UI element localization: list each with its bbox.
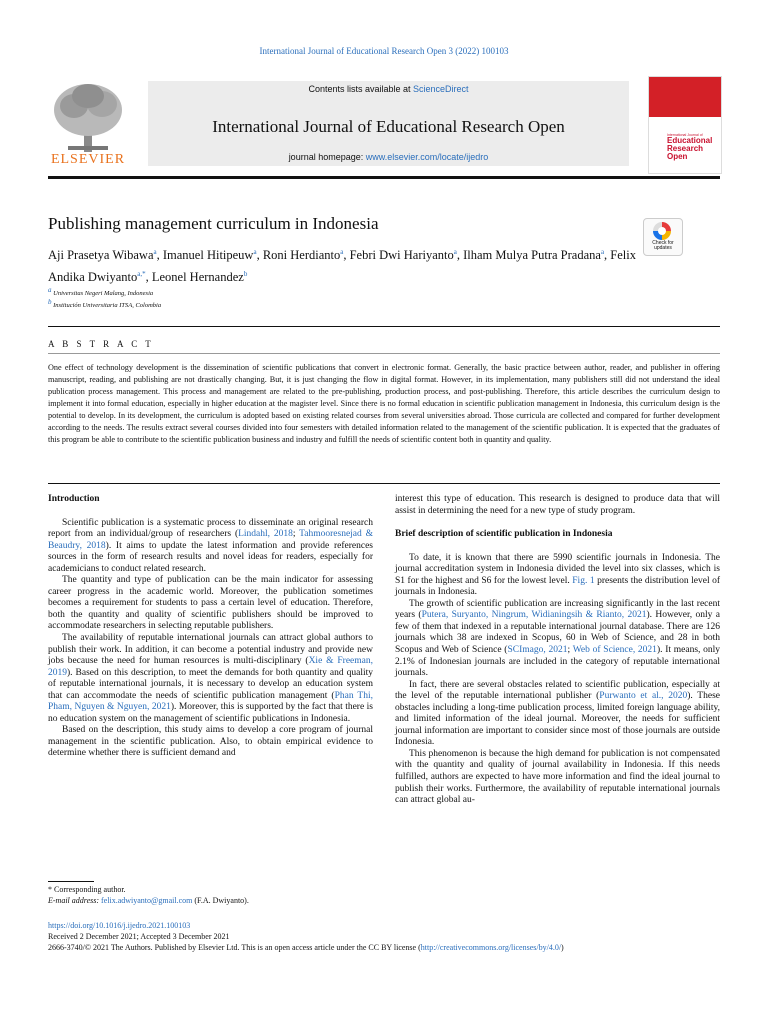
author-affiliation-marker[interactable]: a <box>600 248 605 256</box>
corresponding-author-note: * Corresponding author. <box>48 885 126 894</box>
received-dates: Received 2 December 2021; Accepted 3 December 2021 <box>48 932 230 941</box>
cover-title <box>667 133 712 161</box>
reference-link[interactable]: Phan Thi, Pham, Nguyen & Nguyen, 2021 <box>48 690 373 713</box>
author-affiliation-marker[interactable]: a <box>453 248 457 256</box>
cover-red-band <box>649 77 721 117</box>
cover-line-2: Research <box>667 144 704 153</box>
body-paragraph <box>48 518 373 576</box>
author-list <box>48 243 638 287</box>
author-affiliation-marker[interactable]: a <box>253 248 257 256</box>
homepage-prefix: journal homepage: <box>288 152 366 162</box>
author-separator: , <box>604 248 611 263</box>
paragraph-text: To date, it is known that there are 5990 scientific journals in Indonesia. The journal accreditation system in Indonesia divided the level into six classes, which is S1 for the highest and S6 for the lowest level. <box>395 552 720 586</box>
body-paragraph <box>395 494 720 517</box>
check-for-updates-button[interactable] <box>643 218 683 256</box>
license-prefix: 2666-3740/© 2021 The Authors. Published by Elsevier Ltd. This is an open access article under the CC BY license ( <box>48 943 421 952</box>
reference-link[interactable]: Xie & Freeman, 2019 <box>48 656 373 678</box>
author-name[interactable]: Leonel Hernandez <box>151 270 244 285</box>
reference-link[interactable]: Tahmooresnejad & Beaudry, 2018 <box>48 529 373 551</box>
journal-citation-link[interactable]: International Journal of Educational Research Open 3 (2022) 100103 <box>259 46 509 56</box>
author-affiliation-marker[interactable]: a <box>153 248 157 256</box>
crossmark-icon <box>653 222 671 240</box>
author-affiliation-marker[interactable]: b <box>243 270 248 279</box>
article-meta <box>48 920 728 953</box>
affiliation-text: Institución Universitaria ITSA, Colombia <box>51 302 162 310</box>
paragraph-text: The quantity and type of publication can be the main indicator for assessing career progress in the academic world. Moreover, the publication sometimes becomes a requirement for students to pass a certain level of education. Therefore, both the quantity and quality of scientific publishers should be improved to accommodate researchers in selecting reputable publishers. <box>48 575 373 632</box>
abstract-heading: A B S T R A C T <box>48 339 154 349</box>
email-note <box>48 895 249 906</box>
footnotes <box>48 884 249 906</box>
contents-line <box>148 84 629 94</box>
body-column-right <box>395 494 720 807</box>
license-link[interactable]: http://creativecommons.org/licenses/by/4.0/ <box>420 943 562 952</box>
abstract-body: One effect of technology development is the dissemination of scientific publications that convert in electronic format. Generally, the basic practice between author, reader, and publisher in offering manuscript, reading, and publishing are not drastically changing. But, it is just changing the flow in digital format. However, in its implementation, many publishers still did not understand the ideal publication process management. This process and management are related to the pre-publishing, production process, and post-publishing. Therefore, this article describes the curriculum design to implement it into formal education, especially in higher education at the magister level. Since there is no formal education in scientific publication management in Indonesia, this curriculum design is the potential to develop. In its development, the curriculum is adopted based on existing related courses from several universities abroad. Those curricula are collected and compared for further development according to the needs. The results extract several courses divided into four semesters with detailed information related to the management of the scientific publication. It is expected that the graduates of this program be able to contribute to the scientific publication business and industry and fulfill the needs of scientific content both in quantity and quality. <box>48 363 720 444</box>
reference-link[interactable]: Lindahl, 2018 <box>238 529 293 540</box>
paragraph-text: ). These obstacles including a long-time publication process, limited foreign language ability, and limited information of the ideal journal. Moreover, the needs for sufficient journal information are important to consider since most of those journals are outside Indonesia. <box>395 691 720 748</box>
footnote-rule <box>48 881 94 882</box>
paragraph-text: ). Based on this description, to meet the demands for both quantity and quality of reputable international journals, it is necessary to develop an education system that can accommodate the needs of scientific publication management ( <box>48 667 373 701</box>
affiliation-key: a <box>48 286 52 294</box>
author-separator: , <box>456 248 464 263</box>
section-heading-introduction: Introduction <box>48 494 100 504</box>
author-name[interactable]: Ilham Mulya Putra Pradana <box>463 248 601 263</box>
affiliation-text: Universitas Negeri Malang, Indonesia <box>51 290 154 298</box>
reference-link[interactable]: Purwanto et al., 2020 <box>599 691 688 702</box>
sciencedirect-link[interactable]: ScienceDirect <box>413 84 469 94</box>
author-name[interactable]: Roni Herdianto <box>262 248 341 263</box>
abstract-top-rule <box>48 326 720 327</box>
author-name[interactable]: Felix Andika Dwiyanto <box>48 248 636 285</box>
right-paragraphs <box>395 553 720 807</box>
journal-title: International Journal of Educational Research Open <box>212 117 565 136</box>
body-paragraph <box>395 599 720 680</box>
paragraph-text: ). It means, only 2.1% of Indonesian journals are included in the category of reputable international journals. <box>395 645 721 679</box>
body-paragraph <box>48 725 373 760</box>
reference-link[interactable]: Web of Science, 2021 <box>572 645 657 656</box>
paragraph-text: In fact, there are several obstacles related to scientific publication, especially at the level of the reputable international publisher ( <box>395 679 720 702</box>
header-divider <box>48 176 720 179</box>
contents-prefix: Contents lists available at <box>308 84 414 94</box>
left-paragraphs <box>48 518 373 760</box>
body-paragraph <box>395 680 720 749</box>
author-separator: , <box>343 248 350 263</box>
affiliation-list <box>48 286 161 310</box>
abstract-bottom-rule <box>48 483 720 484</box>
author-separator: , <box>145 270 152 285</box>
paragraph-text: ). Moreover, this is supported by the fact that there is no education system on the management of scientific publications in Indonesia. <box>48 702 373 724</box>
license-suffix: ) <box>561 943 564 952</box>
paragraph-text: Scientific publication is a systematic process to disseminate an original research report from an individual/group of researchers ( <box>48 517 373 540</box>
author-name[interactable]: Febri Dwi Hariyanto <box>349 248 454 263</box>
paragraph-text: ; <box>292 529 300 540</box>
author-name[interactable]: Aji Prasetya Wibawa <box>48 248 154 263</box>
paragraph-text: This phenomenon is because the high demand for publication is not compensated with the quantity and quality of journal availability in Indonesia. If this needs fulfilled, authors are expected to have more information and find the ideal journal to publish their works. Furthermore, the availability of reputable international journals can attract global au- <box>395 748 720 806</box>
body-paragraph <box>395 749 720 807</box>
paragraph-text: Based on the description, this study aims to develop a core program of journal management in the scientific publication. Also, to obtain empirical evidence to determine whether there is sufficient demand and <box>48 725 373 759</box>
paragraph-text: ). It aims to update the latest information and provide references sources in the form of research results and novel ideas for readers, especially for academicians to conduct related research. <box>48 540 373 574</box>
paragraph-text: presents the distribution level of journals in Indonesia. <box>395 575 721 598</box>
right-intro-paragraph <box>395 494 720 517</box>
reference-link[interactable]: SCImago, 2021 <box>507 645 568 656</box>
reference-link[interactable]: Putera, Suryanto, Ningrum, Widianingsih & Rianto, 2021 <box>421 610 647 621</box>
masthead <box>48 76 720 172</box>
affiliation-item <box>48 286 161 298</box>
section-heading-brief-description: Brief description of scientific publication in Indonesia <box>395 529 613 540</box>
doi-link[interactable]: https://doi.org/10.1016/j.ijedro.2021.100103 <box>48 921 191 930</box>
email-label: E-mail address: <box>48 896 102 905</box>
author-affiliation-marker[interactable]: a <box>340 248 344 256</box>
cover-pre: International Journal of <box>667 133 703 137</box>
masthead-banner <box>148 81 629 166</box>
journal-homepage-link[interactable]: www.elsevier.com/locate/ijedro <box>365 152 489 162</box>
body-column-left <box>48 494 373 760</box>
author-affiliation-marker[interactable]: a,* <box>137 270 146 279</box>
cover-line-1: Educational <box>667 136 713 145</box>
license-line <box>48 942 728 953</box>
email-owner: (F.A. Dwiyanto). <box>192 896 249 905</box>
paragraph-text: ). However, only a few of them that indexed in a reputable international journal database. There are 126 journals which 38 are indexed in Scopus, 60 in Web of Science, and 28 in both Scopus and Web of Science ( <box>395 610 720 656</box>
homepage-line <box>148 152 629 162</box>
cover-line-3: Open <box>667 152 688 161</box>
paragraph-text: ; <box>567 645 573 656</box>
author-separator: , <box>156 248 163 263</box>
author-separator: , <box>256 248 263 263</box>
article-title: Publishing management curriculum in Indonesia <box>48 214 379 233</box>
body-paragraph <box>48 633 373 725</box>
elsevier-wordmark: ELSEVIER <box>50 152 126 167</box>
author-name[interactable]: Imanuel Hitipeuw <box>162 248 254 263</box>
reference-link[interactable]: Fig. 1 <box>572 575 595 586</box>
author-email-link[interactable]: felix.adwiyanto@gmail.com <box>101 896 193 905</box>
journal-cover-thumbnail[interactable] <box>648 76 722 174</box>
affiliation-item <box>48 298 161 310</box>
abstract-heading-rule <box>48 353 720 354</box>
check-updates-label: Check for updates <box>652 240 674 251</box>
body-paragraph <box>395 553 720 599</box>
paragraph-text: The availability of reputable international journals can attract global authors to publish their work. In addition, it can become a potential industry and provide new jobs because the need for human resources is multi-disciplinary ( <box>48 633 373 667</box>
paragraph-text: The growth of scientific publication are increasing significantly in the last recent years ( <box>395 598 720 621</box>
affiliation-key: b <box>48 298 52 307</box>
body-paragraph <box>48 575 373 633</box>
paragraph-text: interest this type of education. This research is designed to produce data that will assist in determining the need for a new type of study program. <box>395 494 720 516</box>
